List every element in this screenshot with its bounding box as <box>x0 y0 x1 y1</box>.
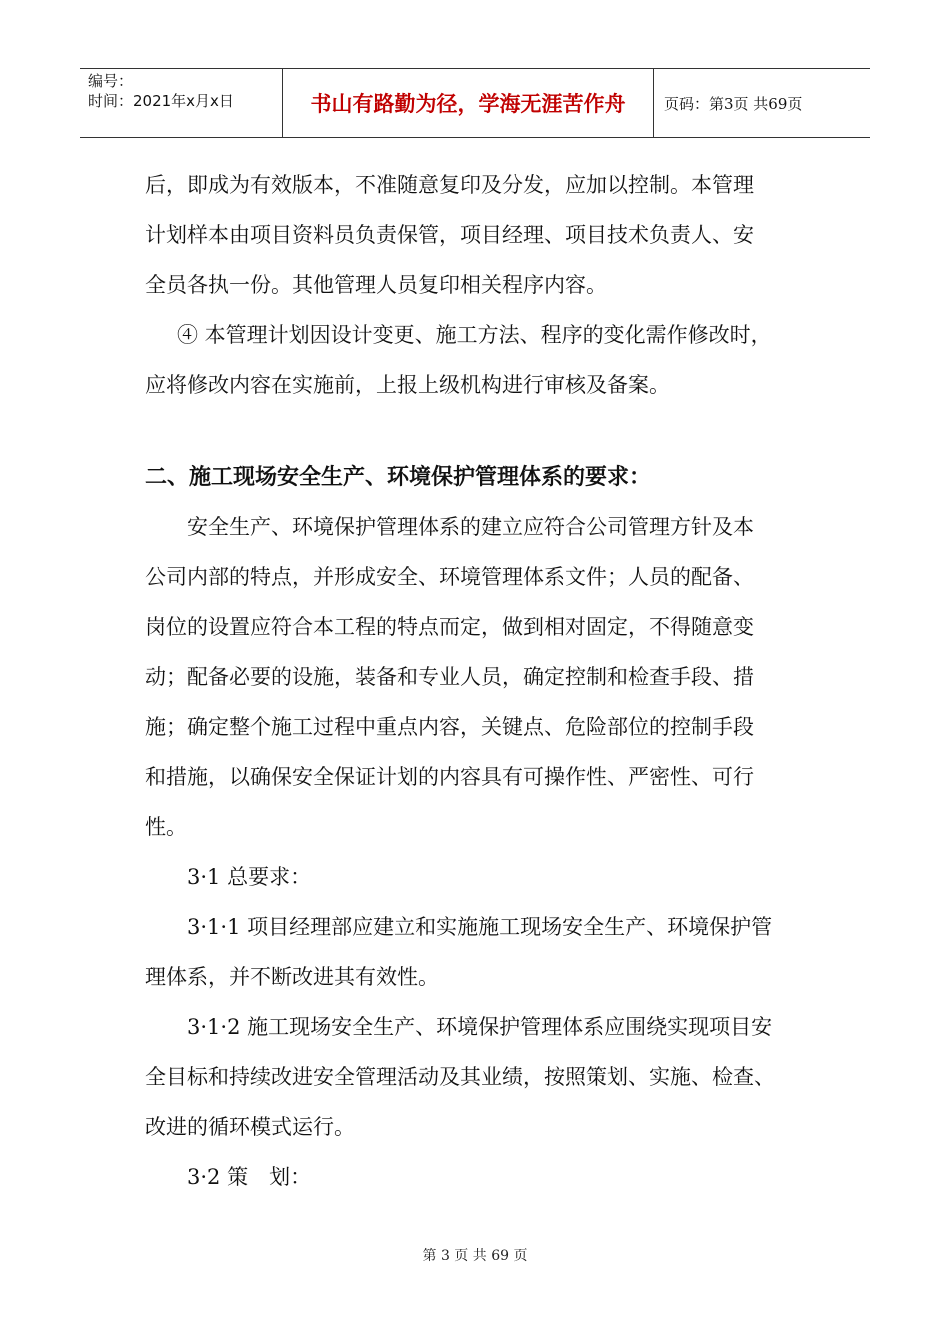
paragraph-line: 后，即成为有效版本，不准随意复印及分发，应加以控制。本管理 <box>145 173 754 197</box>
header-number: 编号： <box>88 72 134 90</box>
header-page-cell <box>654 69 870 137</box>
header-time: 时间：2021年x月x日 <box>88 92 234 110</box>
header-page-number: 页码：第3页 共69页 <box>664 94 803 113</box>
section-gap <box>145 410 845 454</box>
header-info <box>80 69 282 137</box>
paragraph-line: 公司内部的特点，并形成安全、环境管理体系文件；人员的配备、 <box>145 565 754 589</box>
section-heading: 二、施工现场安全生产、环境保护管理体系的要求： <box>145 465 652 490</box>
paragraph-line: 全员各执一份。其他管理人员复印相关程序内容。 <box>145 273 607 297</box>
paragraph-line: 3·1·1 项目经理部应建立和实施施工现场安全生产、环境保护管 <box>187 915 773 939</box>
paragraph-line: 计划样本由项目资料员负责保管，项目经理、项目技术负责人、安 <box>145 223 754 247</box>
paragraph-line: 3·1·2 施工现场安全生产、环境保护管理体系应围绕实现项目安 <box>187 1015 773 1039</box>
paragraph-line: 施；确定整个施工过程中重点内容，关键点、危险部位的控制手段 <box>145 715 754 739</box>
paragraph-line: 性。 <box>145 815 187 839</box>
paragraph-line: 安全生产、环境保护管理体系的建立应符合公司管理方针及本 <box>187 515 754 539</box>
header-motto: 书山有路勤为径，学海无涯苦作舟 <box>310 92 626 116</box>
subsection-title: 3·2 策 划： <box>187 1165 312 1189</box>
paragraph-line: 理体系，并不断改进其有效性。 <box>145 965 439 989</box>
document-body <box>145 160 845 1202</box>
paragraph-line: 全目标和持续改进安全管理活动及其业绩，按照策划、实施、检查、 <box>145 1065 775 1089</box>
header-motto-cell <box>282 69 654 137</box>
paragraph-line: 和措施，以确保安全保证计划的内容具有可操作性、严密性、可行 <box>145 765 754 789</box>
page-header <box>80 68 870 138</box>
paragraph-line: 岗位的设置应符合本工程的特点而定，做到相对固定，不得随意变 <box>145 615 754 639</box>
page-footer: 第 3 页 共 69 页 <box>422 1248 528 1264</box>
paragraph-line: 应将修改内容在实施前，上报上级机构进行审核及备案。 <box>145 373 670 397</box>
subsection-title: 3·1 总要求： <box>187 865 312 889</box>
paragraph-line: ④ 本管理计划因设计变更、施工方法、程序的变化需作修改时， <box>177 323 772 347</box>
paragraph-line: 动；配备必要的设施，装备和专业人员，确定控制和检查手段、措 <box>145 665 754 689</box>
paragraph-line: 改进的循环模式运行。 <box>145 1115 355 1139</box>
